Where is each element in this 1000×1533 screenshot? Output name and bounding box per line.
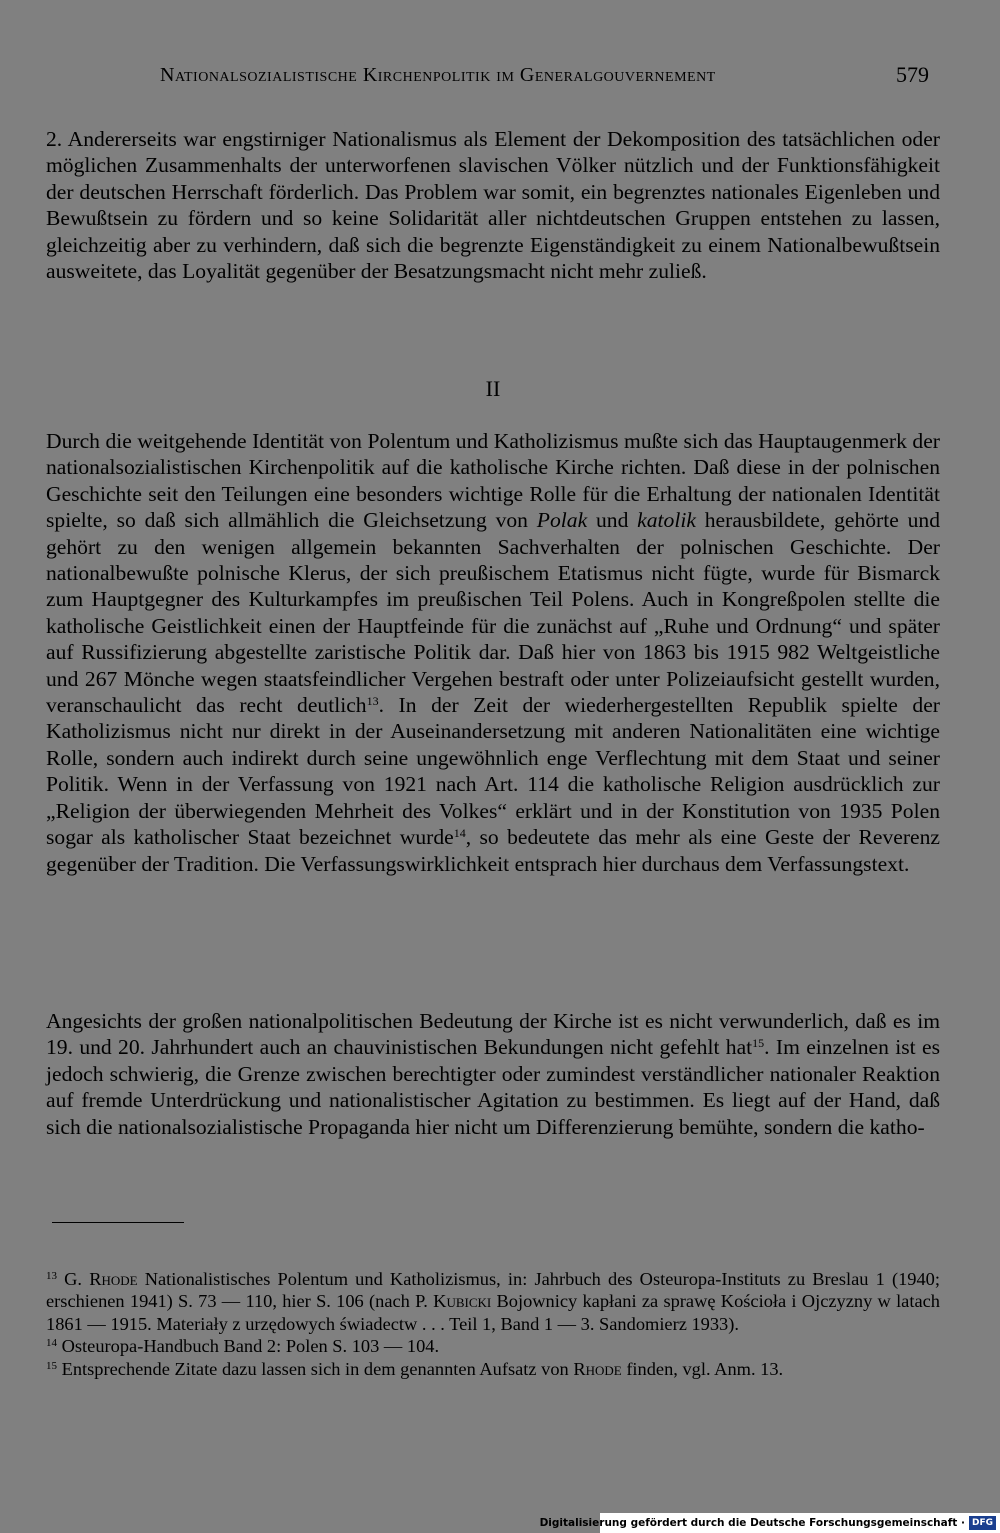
section-heading: II bbox=[485, 376, 501, 401]
paragraph-2-text-3: herausbildete, gehörte und gehört zu den wenigen allgemein bekannten Sachverhalten der polnischen Geschichte. Der nationalbewußte polnische Klerus, der sich preußischem Etatismus nicht fügte, wurde für Bismarck zum Hauptgegner des Kulturkampfes im preußischen Teil Polens. Auch in Kongreßpolen stellte die katholische Geistlichkeit einen der Hauptfeinde für die zunächst auf „Ruhe und Ordnung“ und später auf Russifizierung abgestellte zaristische Politik dar. Daß hier von 1863 bis 1915 982 Weltgeistliche und 267 Mönche wegen staatsfeindlicher Vergehen bestraft oder unter Polizeiaufsicht gestellt wurden, veranschaulicht das recht deutlich bbox=[46, 508, 941, 718]
footnote-13-text-1: Nationalistisches Polentum und Katholizismus, in: Jahrbuch des Osteuropa-Instituts zu Breslau 1 (1940; erschienen 1941) S. 73 — 110, hier S. 106 (nach P. bbox=[46, 1269, 940, 1312]
footnote-13-author-2: Kubicki bbox=[433, 1291, 492, 1312]
footnote-14 bbox=[46, 1335, 940, 1357]
footnote-13-text-2: Bojownicy kapłani za sprawę Kościoła i Ojczyzny w latach 1861 — 1915. Materiały z urzędowych świadectw . . . Teil 1, Band 1 — 3. Sandomierz 1933). bbox=[46, 1291, 940, 1334]
paragraph-2-text-1: Durch die weitgehende Identität von Polentum und Katholizismus mußte sich das Hauptaugenmerk der nationalsozialistischen Kirchenpolitik auf die katholische Kirche richten. Daß diese in der polnischen Geschichte seit den Teilungen eine besonders wichtige Rolle für die Erhaltung der nationalen Identität spielte, so daß sich allmählich die Gleichsetzung von bbox=[46, 429, 940, 533]
footnote-ref-13[interactable]: 13 bbox=[366, 694, 379, 709]
footnote-13-pre: G. bbox=[64, 1269, 83, 1289]
footnote-15-mark: 15 bbox=[46, 1359, 57, 1372]
digitization-credit-bar bbox=[539, 1513, 1000, 1533]
footnote-14-mark: 14 bbox=[46, 1337, 57, 1350]
footnote-13-author: Rhode bbox=[89, 1269, 138, 1289]
running-head-title: Nationalsozialistische Kirchenpolitik im Generalgouvernement bbox=[160, 64, 716, 86]
footnote-ref-14[interactable]: 14 bbox=[453, 826, 466, 841]
term-polak: Polak bbox=[536, 508, 588, 533]
footnotes bbox=[46, 1268, 940, 1380]
paragraph-2-text-5: , so bedeutete das mehr als eine Geste der Reverenz gegenüber der Tradition. Die Verfassungswirklichkeit entsprach hier durchaus dem Verfassungstext. bbox=[46, 825, 940, 876]
footnote-15-author: Rhode bbox=[573, 1358, 622, 1379]
footnote-15-text-2: finden, vgl. Anm. 13. bbox=[626, 1358, 784, 1379]
paragraph-1: 2. Andererseits war engstirniger Nationalismus als Element der Dekomposition des tatsächlichen oder möglichen Zusammenhalts der unterworfenen slavischen Völker nützlich und der Funktionsfähigkeit der deutschen Herrschaft förderlich. Das Problem war somit, ein begrenztes nationales Eigenleben und Bewußtsein zu fördern und so keine Solidarität aller nichtdeutschen Gruppen entstehen zu lassen, gleichzeitig aber zu verhindern, daß sich die begrenzte Eigenständigkeit zu einem Nationalbewußtsein ausweitete, das Loyalität gegenüber der Besatzungsmacht nicht mehr zuließ. bbox=[46, 127, 940, 284]
digitization-credit-text: Digitalisierung gefördert durch die Deutsche Forschungsgemeinschaft · bbox=[539, 1517, 965, 1529]
paragraph-3-text-2: . Im einzelnen ist es jedoch schwierig, die Grenze zwischen berechtigter oder zumindest verständlicher nationaler Reaktion auf fremde Unterdrückung und nationalistischer Agitation zu bestimmen. Es liegt auf der Hand, daß sich die nationalsozialistische Propaganda hier nicht um Differenzierung bemühte, sondern die katho- bbox=[46, 1035, 940, 1139]
footnote-15 bbox=[46, 1358, 940, 1380]
footnote-14-text: Osteuropa-Handbuch Band 2: Polen S. 103 — 104. bbox=[61, 1336, 440, 1357]
term-katolik: katolik bbox=[637, 508, 696, 533]
footnote-13 bbox=[46, 1268, 940, 1335]
paragraph-2 bbox=[46, 428, 940, 877]
page-number: 579 bbox=[896, 62, 929, 87]
paragraph-3 bbox=[46, 1008, 940, 1140]
footnote-13-mark: 13 bbox=[46, 1270, 57, 1282]
dfg-logo: DFG bbox=[969, 1516, 996, 1530]
paragraph-2-text-4: . In der Zeit der wiederhergestellten Republik spielte der Katholizismus nicht nur direkt in der Auseinandersetzung mit anderen Nationalitäten eine wichtige Rolle, sondern auch indirekt durch seine ungewöhnlich enge Verflechtung mit dem Staat und seiner Politik. Wenn in der Verfassung von 1921 nach Art. 114 die katholische Religion ausdrücklich zur „Religion der überwiegenden Mehrheit des Volkes“ erklärt und in der Konstitution von 1935 Polen sogar als katholischer Staat bezeichnet wurde bbox=[46, 693, 940, 850]
footnote-ref-15[interactable]: 15 bbox=[752, 1036, 765, 1051]
paragraph-3-text-1: Angesichts der großen nationalpolitischen Bedeutung der Kirche ist es nicht verwunderlich, daß es im 19. und 20. Jahrhundert auch an chauvinistischen Bekundungen nicht gefehlt hat bbox=[46, 1009, 940, 1060]
paragraph-2-text-2: und bbox=[595, 508, 629, 533]
footnote-15-text-1: Entsprechende Zitate dazu lassen sich in dem genannten Aufsatz von bbox=[61, 1358, 569, 1379]
footnote-separator bbox=[52, 1222, 184, 1223]
